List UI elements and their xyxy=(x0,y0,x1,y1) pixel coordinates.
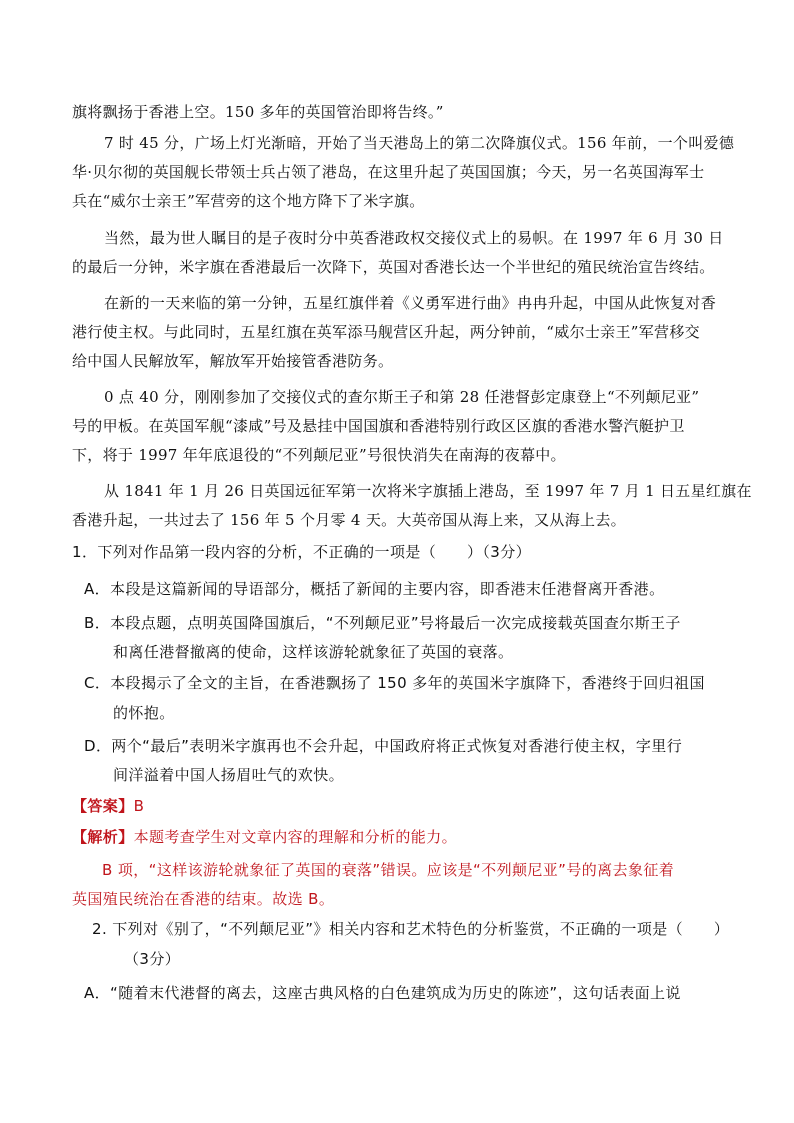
passage-line: 下，将于 1997 年年底退役的“不列颠尼亚”号很快消失在南海的夜幕中。 xyxy=(72,446,566,464)
q2-option-a: A．“随着末代港督的离去，这座古典风格的白色建筑成为历史的陈迹”，这句话表面上说 xyxy=(84,984,681,1002)
answer-value: B xyxy=(133,797,145,815)
answer-label: 【答案】 xyxy=(72,797,134,815)
explanation-line: B 项，“这样该游轮就象征了英国的衰落”错误。应该是“不列颠尼亚”号的离去象征着 xyxy=(102,861,675,879)
passage-line: 7 时 45 分，广场上灯光渐暗，开始了当天港岛上的第二次降旗仪式。156 年前，一个叫爱德 xyxy=(104,134,735,152)
passage-line: 号的甲板。在英国军舰“漆咸”号及悬挂中国国旗和香港特别行政区区旗的香港水警汽艇护卫 xyxy=(72,417,685,435)
passage-line: 从 1841 年 1 月 26 日英国远征军第一次将米字旗插上港岛，至 1997 年 7 月 1 日五星红旗在 xyxy=(104,482,752,500)
passage-line: 的最后一分钟，米字旗在香港最后一次降下，英国对香港长达一个半世纪的殖民统治宣告终结。 xyxy=(72,258,715,276)
passage-line: 兵在“威尔士亲王”军营旁的这个地方降下了米字旗。 xyxy=(72,192,425,210)
q1-option-b-cont: 和离任港督撤离的使命，这样该游轮就象征了英国的衰落。 xyxy=(113,643,514,661)
q1-option-b: B．本段点题，点明英国降国旗后，“不列颠尼亚”号将最后一次完成接载英国查尔斯王子 xyxy=(84,614,681,632)
explanation-line: 英国殖民统治在香港的结束。故选 B。 xyxy=(72,890,335,908)
analysis-line xyxy=(72,826,457,848)
answer-line xyxy=(72,795,144,817)
passage-line: 华·贝尔彻的英国舰长带领士兵占领了港岛，在这里升起了英国国旗；今天，另一名英国海军士 xyxy=(72,163,705,181)
passage-line: 给中国人民解放军，解放军开始接管香港防务。 xyxy=(72,352,394,370)
passage-line: 在新的一天来临的第一分钟，五星红旗伴着《义勇军进行曲》冉冉升起，中国从此恢复对香 xyxy=(104,294,717,312)
question-1-stem: 1．下列对作品第一段内容的分析，不正确的一项是（ ）（3分） xyxy=(72,543,531,561)
question-2-score: （3分） xyxy=(124,950,181,968)
passage-line: 当然，最为世人瞩目的是子夜时分中英香港政权交接仪式上的易帜。在 1997 年 6 月 30 日 xyxy=(104,229,724,247)
q1-option-c-cont: 的怀抱。 xyxy=(113,704,175,722)
analysis-text: 本题考查学生对文章内容的理解和分析的能力。 xyxy=(133,828,458,846)
passage-line: 香港升起，一共过去了 156 年 5 个月零 4 天。大英帝国从海上来，又从海上去。 xyxy=(72,511,626,529)
passage-line: 旗将飘扬于香港上空。150 多年的英国管治即将告终。” xyxy=(72,103,444,121)
q1-option-d-cont: 间洋溢着中国人扬眉吐气的欢快。 xyxy=(113,766,345,784)
q1-option-a: A．本段是这篇新闻的导语部分，概括了新闻的主要内容，即香港末任港督离开香港。 xyxy=(84,580,665,598)
analysis-label: 【解析】 xyxy=(72,828,134,846)
passage-line: 0 点 40 分，刚刚参加了交接仪式的查尔斯王子和第 28 任港督彭定康登上“不列颠尼亚” xyxy=(104,388,700,406)
q1-option-d: D．两个“最后”表明米字旗再也不会升起，中国政府将正式恢复对香港行使主权，字里行 xyxy=(84,737,683,755)
passage-line: 港行使主权。与此同时，五星红旗在英军添马舰营区升起，两分钟前，“威尔士亲王”军营移交 xyxy=(72,323,700,341)
question-2-stem: 2. 下列对《别了，“不列颠尼亚”》相关内容和艺术特色的分析鉴赏，不正确的一项是（ ） xyxy=(92,920,730,938)
q1-option-c: C．本段揭示了全文的主旨，在香港飘扬了 150 多年的英国米字旗降下，香港终于回归祖国 xyxy=(84,674,705,692)
